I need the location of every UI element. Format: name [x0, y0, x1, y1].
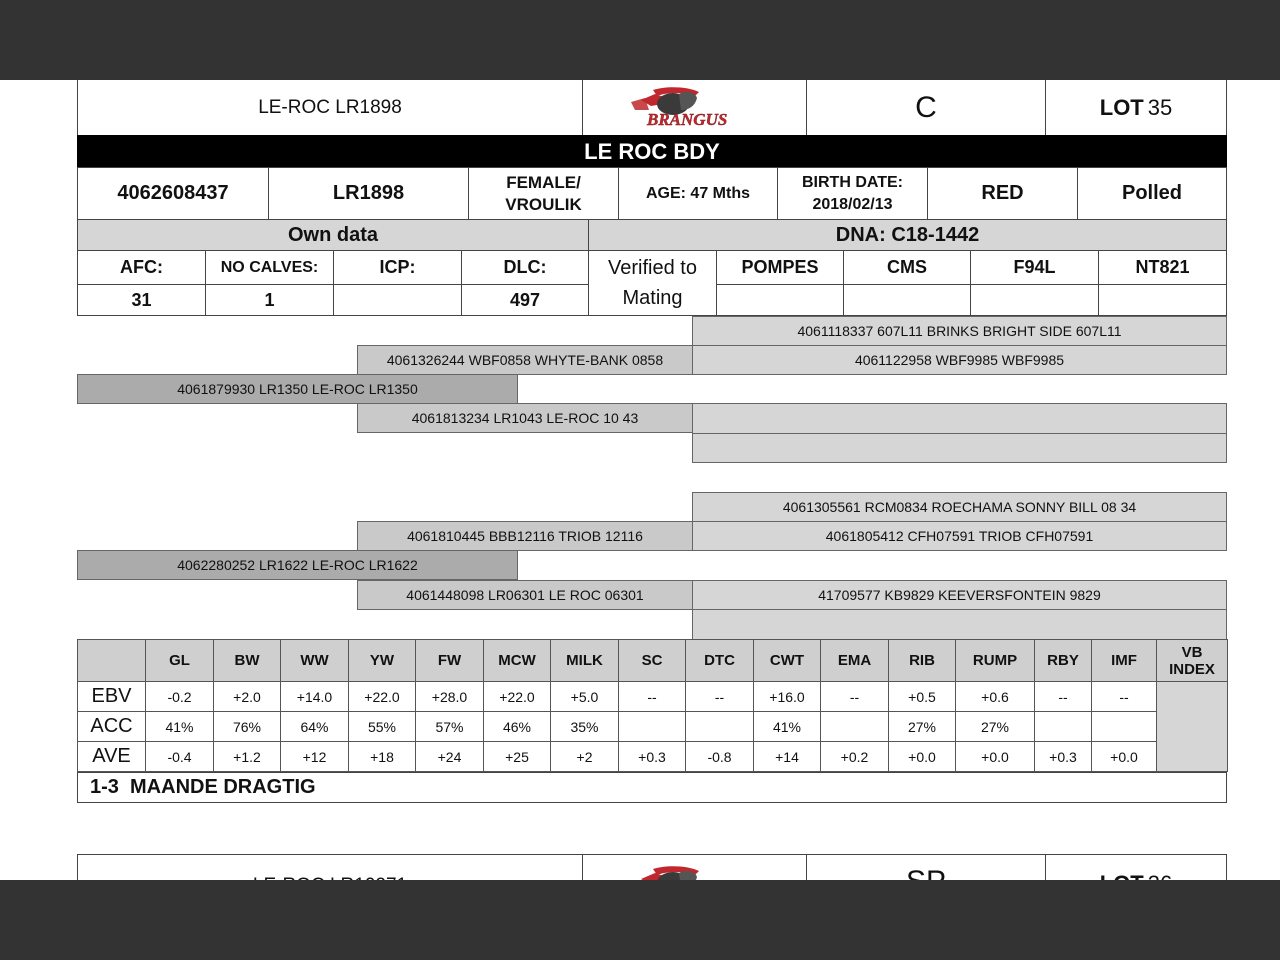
dna-title: DNA: C18-1442 [835, 223, 980, 246]
dna-test-f94l-cell [970, 250, 1099, 285]
own-data-title-cell [77, 219, 589, 251]
ebv-header: DTC [686, 640, 754, 682]
calves-value-cell [205, 284, 334, 316]
ebv-corner [78, 640, 146, 682]
ebv-header: SC [619, 640, 686, 682]
own-data-title: Own data [287, 223, 378, 246]
colour: RED [981, 182, 1024, 204]
dna-test-pompes: POMPES [741, 257, 819, 277]
reg-no-cell [77, 167, 269, 220]
viewer-top-bar [0, 0, 1280, 80]
birth-date-cell [777, 167, 928, 220]
ebv-cell: +14 [754, 742, 821, 772]
ebv-cell: +24 [416, 742, 484, 772]
pedigree-dam-dam-sire: 41709577 KB9829 KEEVERSFONTEIN 9829 [692, 580, 1227, 610]
ebv-header: MCW [484, 640, 551, 682]
ebv-cell: 27% [956, 712, 1035, 742]
ebv-cell: -- [619, 682, 686, 712]
ebv-cell: +25 [484, 742, 551, 772]
pedigree-sire-sire-sire: 4061118337 607L11 BRINKS BRIGHT SIDE 607L11 [692, 316, 1227, 346]
pedigree-dam-sire-dam: 4061805412 CFH07591 TRIOB CFH07591 [692, 521, 1227, 551]
sex: FEMALE/ VROULIK [505, 172, 582, 214]
age: AGE: 47 Mths [645, 184, 750, 202]
ebv-header: IMF [1092, 640, 1157, 682]
ebv-cell: -0.2 [146, 682, 214, 712]
ebv-cell [686, 712, 754, 742]
pedigree-sire-sire: 4061326244 WBF0858 WHYTE-BANK 0858 [357, 345, 693, 375]
animal-name: LE-ROC LR1898 [258, 96, 402, 118]
ebv-cell: +2 [551, 742, 619, 772]
verified-cell [588, 250, 717, 316]
ebv-cell: 27% [889, 712, 956, 742]
ebv-cell: +0.3 [1035, 742, 1092, 772]
afc-value: 31 [131, 289, 152, 310]
id-cell [268, 167, 469, 220]
lot-number: 35 [1147, 94, 1173, 120]
ebv-cell: +0.0 [1092, 742, 1157, 772]
ebv-cell: -- [1035, 682, 1092, 712]
ebv-cell: 76% [214, 712, 281, 742]
ebv-cell: +22.0 [349, 682, 416, 712]
ebv-cell: +0.3 [619, 742, 686, 772]
row-label: EBV [78, 682, 146, 712]
afc-value-cell [77, 284, 206, 316]
dlc-label-cell [461, 250, 589, 285]
dlc-value-cell [461, 284, 589, 316]
dna-test-pompes-cell [716, 250, 844, 285]
brangus-logo [615, 84, 775, 132]
ebv-cell: +22.0 [484, 682, 551, 712]
ebv-cell [619, 712, 686, 742]
horn-status: Polled [1121, 182, 1182, 204]
ebv-header: FW [416, 640, 484, 682]
dna-test-nt821: NT821 [1135, 257, 1190, 277]
ebv-cell: +0.0 [956, 742, 1035, 772]
ebv-cell: 57% [416, 712, 484, 742]
ebv-cell: +0.5 [889, 682, 956, 712]
ebv-cell: -- [686, 682, 754, 712]
pedigree-sire-dam-sire [692, 403, 1227, 434]
ebv-cell: 41% [754, 712, 821, 742]
ebv-cell: +0.6 [956, 682, 1035, 712]
pedigree-dam-dam-dam [692, 609, 1227, 640]
verified-text: Verified to Mating [608, 257, 697, 309]
reg-no: 4062608437 [117, 182, 229, 204]
age-cell [618, 167, 778, 220]
note-text: 1-3 MAANDE DRAGTIG [90, 776, 316, 798]
ebv-cell: 41% [146, 712, 214, 742]
ebv-cell: +0.2 [821, 742, 889, 772]
ebv-header: GL [146, 640, 214, 682]
ebv-cell: 35% [551, 712, 619, 742]
birth-date: BIRTH DATE: 2018/02/13 [801, 173, 904, 213]
ebv-cell: -- [821, 682, 889, 712]
lot-label: LOT [1099, 94, 1144, 120]
animal-id: LR1898 [332, 182, 405, 204]
ebv-cell [1092, 712, 1157, 742]
icp-label-cell [333, 250, 462, 285]
afc-label-cell [77, 250, 206, 285]
ebv-header: RBY [1035, 640, 1092, 682]
ebv-header: RIB [889, 640, 956, 682]
ebv-cell: +2.0 [214, 682, 281, 712]
ebv-cell [821, 712, 889, 742]
ebv-cell: +14.0 [281, 682, 349, 712]
ebv-header: YW [349, 640, 416, 682]
table-row [78, 712, 1228, 742]
sex-cell [468, 167, 619, 220]
animal-name-cell [77, 80, 583, 136]
ebv-cell: 64% [281, 712, 349, 742]
pedigree-sire-dam: 4061813234 LR1043 LE-ROC 10 43 [357, 403, 693, 433]
ebv-header-row [78, 640, 1228, 682]
ebv-cell: -0.4 [146, 742, 214, 772]
viewer-bottom-bar [0, 880, 1280, 960]
dna-result-cms [843, 284, 971, 316]
afc-label: AFC: [120, 257, 163, 277]
grade-cell [806, 80, 1046, 136]
logo-cell [582, 80, 807, 136]
grade: C [915, 90, 937, 124]
ebv-cell: +5.0 [551, 682, 619, 712]
dlc-label: DLC: [503, 257, 547, 277]
calves-value: 1 [264, 289, 275, 310]
note-cell [77, 772, 1227, 803]
dna-test-cms-cell [843, 250, 971, 285]
icp-label: ICP: [379, 257, 416, 277]
calves-label: NO CALVES: [220, 258, 319, 276]
pedigree-dam-dam: 4061448098 LR06301 LE ROC 06301 [357, 580, 693, 610]
dlc-value: 497 [509, 289, 541, 310]
ebv-header: MILK [551, 640, 619, 682]
lot-cell [1045, 80, 1227, 136]
ebv-header: BW [214, 640, 281, 682]
ebv-header: WW [281, 640, 349, 682]
pedigree-dam-sire: 4061810445 BBB12116 TRIOB 12116 [357, 521, 693, 551]
banner-title: LE ROC BDY [584, 138, 720, 164]
ebv-cell: +1.2 [214, 742, 281, 772]
ebv-cell: +28.0 [416, 682, 484, 712]
ebv-table [77, 639, 1228, 772]
ebv-cell: +16.0 [754, 682, 821, 712]
ebv-header: EMA [821, 640, 889, 682]
dna-result-f94l [970, 284, 1099, 316]
ebv-cell: -0.8 [686, 742, 754, 772]
dna-result-nt821 [1098, 284, 1227, 316]
icp-value-cell [333, 284, 462, 316]
dna-test-f94l: F94L [1013, 257, 1056, 277]
pedigree-sire: 4061879930 LR1350 LE-ROC LR1350 [77, 374, 518, 404]
dna-result-pompes [716, 284, 844, 316]
pedigree-sire-dam-dam [692, 433, 1227, 463]
pedigree-dam: 4062280252 LR1622 LE-ROC LR1622 [77, 550, 518, 580]
horn-cell [1077, 167, 1227, 220]
vb-index-value [1157, 682, 1228, 772]
ebv-cell: +18 [349, 742, 416, 772]
table-row [78, 682, 1228, 712]
ebv-header: CWT [754, 640, 821, 682]
ebv-cell [1035, 712, 1092, 742]
ebv-cell: 55% [349, 712, 416, 742]
dna-test-nt821-cell [1098, 250, 1227, 285]
colour-cell [927, 167, 1078, 220]
ebv-header-vb-index: VB INDEX [1157, 640, 1228, 682]
ebv-cell: +12 [281, 742, 349, 772]
table-row [78, 742, 1228, 772]
pedigree-dam-sire-sire: 4061305561 RCM0834 ROECHAMA SONNY BILL 08 34 [692, 492, 1227, 522]
row-label: AVE [78, 742, 146, 772]
ebv-cell: +0.0 [889, 742, 956, 772]
ebv-cell: -- [1092, 682, 1157, 712]
dna-title-cell [588, 219, 1227, 251]
ebv-header: RUMP [956, 640, 1035, 682]
row-label: ACC [78, 712, 146, 742]
calves-label-cell [205, 250, 334, 285]
title-banner [77, 135, 1227, 168]
logo-text: BRANGUS [646, 109, 727, 129]
pedigree-sire-sire-dam: 4061122958 WBF9985 WBF9985 [692, 345, 1227, 375]
ebv-cell: 46% [484, 712, 551, 742]
dna-test-cms: CMS [887, 257, 927, 277]
